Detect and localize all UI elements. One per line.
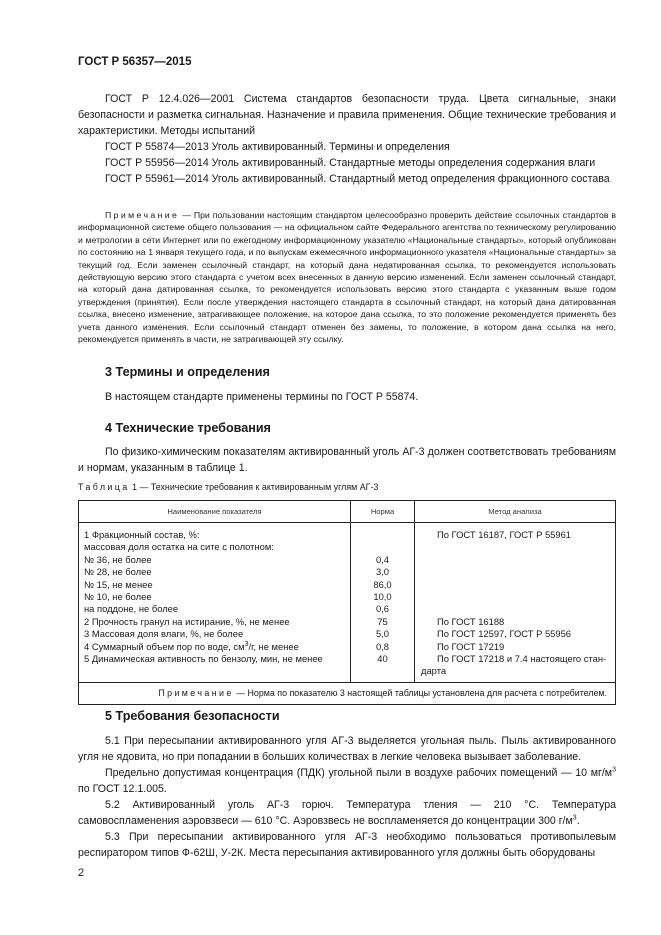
column-header: Метод анализа [415,501,616,523]
references-note [78,209,616,345]
indicator-name: 2 Прочность гранул на истирание, %, не менее [84,615,290,627]
method-value: дарта [421,665,447,677]
norm-value: 3,0 [375,566,390,578]
method-column [415,523,616,683]
indicator-name: 1 Фракционный состав, %: [84,529,200,540]
table-body [79,523,616,683]
norm-value: 5,0 [375,628,390,640]
requirements-table [78,500,616,705]
table-header-row [79,501,616,523]
indicator-column [79,523,351,683]
document-header: ГОСТ Р 56357—2015 [78,56,192,68]
section-3-body [78,389,616,405]
section-4-title: 4 Технические требования [105,421,271,435]
norm-value: 40 [377,653,388,665]
paragraph: 5.2 Активированный уголь АГ-3 горюч. Температура тления — 210 °С. Температура самовоспламенения аэровзвеси — 610 °С. Аэровзвесь не воспламеняется до концентрации 300 $г/м^3$. [78,799,616,827]
section-5-title: 5 Требования безопасности [105,709,280,723]
indicator-name: № 28, не более [84,566,152,578]
table-note-row [79,682,616,704]
indicator-name: 4 Суммарный объем пор по воде, $см^3/г$, не менее [84,640,299,652]
reference-item: ГОСТ Р 12.4.026—2001 Система стандартов безопасности труда. Цвета сигнальные, знаки безопасности и разметка сигнальная. Назначение и правила применения. Общие технические требования и характеристики. Методы испытаний [78,93,616,137]
caption-text: 1 — Технические требования к активированным углям АГ-3 [129,482,379,492]
reference-item: ГОСТ Р 55961—2014 Уголь активированный. Стандартный метод определения фракционного состава [105,173,610,185]
section-4-body [78,444,616,476]
paragraph: 5.1 При пересыпании активированного угля АГ-3 выделяется угольная пыль. Пыль активированного угля не ядовита, но при попадании в больших количествах в легкие человека вызывает заболевание. [78,735,616,763]
paragraph: В настоящем стандарте применены термины по ГОСТ Р 55874. [105,391,419,403]
section-5-body [78,733,616,861]
norm-column [351,523,415,683]
table-caption [78,482,378,492]
caption-label: Таблица [78,482,130,492]
norm-value: 10,0 [373,591,392,603]
method-value: По ГОСТ 17218 и 7.4 настоящего стан- [437,653,607,665]
norm-value: 0,6 [375,603,390,615]
reference-item: ГОСТ Р 55874—2013 Уголь активированный. Термины и определения [105,141,450,153]
indicator-name: 3 Массовая доля влаги, %, не более [84,628,244,640]
norm-value: 0,4 [375,553,390,565]
method-value: По ГОСТ 12597, ГОСТ Р 55956 [437,628,572,640]
normative-references [78,91,616,187]
indicator-name: на поддоне, не более [84,603,179,615]
paragraph: По физико-химическим показателям активированный уголь АГ-3 должен соответствовать требованиям и нормам, указанным в таблице 1. [78,446,616,474]
norm-value: 86,0 [373,578,392,590]
reference-item: ГОСТ Р 55956—2014 Уголь активированный. Стандартные методы определения содержания влаги [105,157,596,169]
page-number: 2 [78,867,85,879]
column-header: Наименование показателя [79,501,351,523]
method-value: По ГОСТ 16187, ГОСТ Р 55961 [437,529,572,540]
paragraph: 5.3 При пересыпании активированного угля АГ-3 необходимо пользоваться противопылевым респиратором типов Ф-62Ш, У-2К. Места пересыпания активированного угля должны быть оборудованы [78,831,616,859]
indicator-name: № 36, не более [84,553,152,565]
table-note: Примечание — Норма по показателю 3 настоящей таблицы установлена для расчета с потребителем. [79,682,616,704]
column-header: Норма [351,501,415,523]
indicator-name: № 10, не более [84,591,152,603]
indicator-name: 5 Динамическая активность по бензолу, мин, не менее [84,653,323,665]
norm-value: 75 [377,615,388,627]
indicator-name: № 15, не менее [84,578,153,590]
paragraph: Предельно допустимая концентрация (ПДК) угольной пыли в воздухе рабочих помещений — 10 $мг/м^3$ по ГОСТ 12.1.005. [78,766,616,795]
norm-value: 0,8 [375,640,390,652]
indicator-name: массовая доля остатка на сите с полотном: [84,541,274,553]
method-value: По ГОСТ 16188 [437,615,505,627]
note-text: — При пользовании настоящим стандартом целесообразно проверить действие ссылочных стандартов в информационной системе общего пользования — на официальном сайте Федерального агентства по техническому регулированию и метрологии в сети Интернет или по ежегодному информационному указателю «Национальные стандарты», который опубликован по состоянию на 1 января текущего года, и по выпускам ежемесячного информационного указателя «Национальные стандарты» за текущий год. Если заменен ссылочный стандарт, на который дана недатированная ссылка, то рекомендуется использовать действующую версию этого стандарта с учетом всех внесенных в данную версию изменений. Если заменен ссылочный стандарт, на который дана датированная ссылка, то рекомендуется использовать версию этого стандарта с указанным выше годом утверждения (принятия). Если после утверждения настоящего стандарта в ссылочный стандарт, на который дана датированная ссылка, внесено изменение, затрагивающее положение, на которое дана ссылка, то это положение рекомендуется применять без учета данного изменения. Если ссылочный стандарт отменен без замены, то положение, в котором дана ссылка на него, рекомендуется применять в части, не затрагивающей эту ссылку. [78,210,616,345]
note-label: Примечание [105,210,180,220]
method-value: По ГОСТ 17219 [437,640,505,652]
section-3-title: 3 Термины и определения [105,365,270,379]
